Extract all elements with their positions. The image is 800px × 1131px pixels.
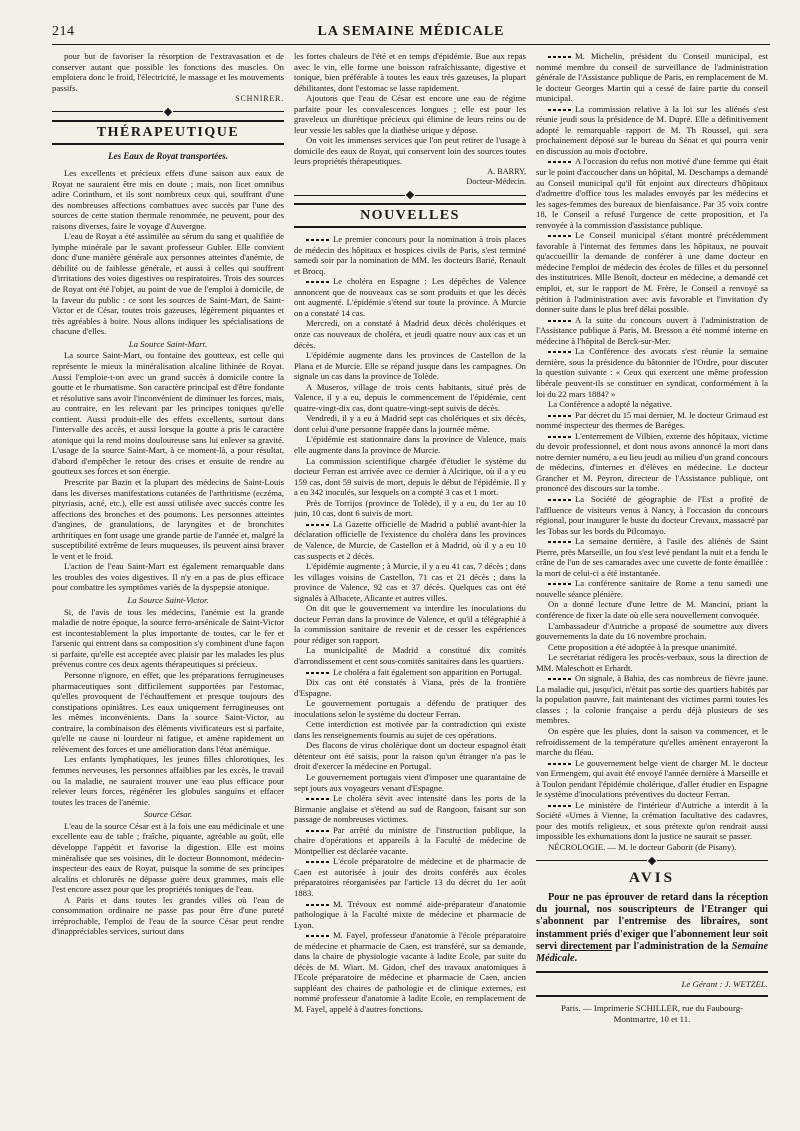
article-paragraph: L'action de l'eau Saint-Mart est également remarquable dans les troubles des voies digestives. Il n'y en a pas de plus efficace pour combattre les symptômes variés de la dyspepsie atonique.: [52, 561, 284, 593]
necrology-text: — M. le docteur Gaborit (de Pisany).: [607, 842, 737, 853]
section-title-therapeutique: THÉRAPEUTIQUE: [52, 120, 284, 145]
tilde-line-icon: [306, 830, 330, 832]
news-item: La Gazette officielle de Madrid a publié avant-hier la déclaration officielle de l'existence du choléra dans les provinces de Valence, de Murcie, de Castellon et à Madrid, où il y a eu 10 cas suspects et 2 décès.: [294, 518, 526, 561]
news-item: L'épidémie est stationnaire dans la province de Valence, mais elle augmente dans la province de Murcie.: [294, 434, 526, 456]
printer-line-1: Paris. — Imprimerie SCHILLER, rue du Faubourg-: [560, 1002, 744, 1013]
news-item: La conférence sanitaire de Rome a tenu samedi une nouvelle séance plénière.: [536, 578, 768, 599]
news-item: M. Fayel, professeur d'anatomie à l'école préparatoire de médecine et pharmacie de Caen, est transféré, sur sa demande, dans la chaire de physiologie vacante à ladite Ecole, par suite du décès de M. Wiart. M. Gidon, chef des travaux anatomiques à l'Ecole préparatoire de médecine et pharmacie de Caen, ancien suppléant des chaires de pathologie et de clinique externes, est nommé professeur d'anatomie à ladite Ecole, en remplacement de M. Fayel, appelé à d'autres fonctions.: [294, 930, 526, 1015]
news-item: M. Trévoux est nommé aide-préparateur d'anatomie pathologique à la Faculté mixte de médecine et pharmacie de Lyon.: [294, 898, 526, 930]
column-2: [294, 51, 526, 1131]
tilde-line-icon: [548, 320, 572, 322]
subheading-saint-mart: La Source Saint-Mart.: [128, 338, 208, 349]
journal-title: LA SEMAINE MÉDICALE: [317, 24, 505, 39]
news-item: Le ministère de l'intérieur d'Autriche a interdit à la Société «Urnes à Vienne, la crémation facultative des cadavres, pour des motifs religieux, et sous prétexte qu'on rendrait aussi impossible les exhumations dont la justice ne saurait se passer.: [536, 799, 768, 842]
tilde-line-icon: [548, 109, 572, 111]
news-item: Mercredi, on a constaté à Madrid deux décès cholériques et onze cas nouveaux de choléra, et jeudi quatre nouv aux cas et un décès.: [294, 318, 526, 350]
article-paragraph: Personne n'ignore, en effet, que les préparations ferrugineuses pharmaceutiques sont difficilement supportées par l'estomac, qu'elles provoquent de l'échauffement et presque toujours des constipations opiniâtres. Les eaux uniquement ferrugineuses ont les mêmes inconvénients. Dans la source Saint-Victor, au contraire, la combinaison des éléments vivificateurs est si parfaite, qu'elle ne cause ni lourdeur ni fatigue, et amène rapidement un relèvement des forces et une amélioration dans l'état anémique.: [52, 670, 284, 754]
intro-paragraph: pour but de favoriser la résorption de l'extravasation et de conserver autant que possible les fonctions des muscles. On emploiera donc le froid, l'électricité, le massage et les mouvements passifs.: [52, 51, 284, 93]
news-item: Par arrêté du ministre de l'instruction publique, la chaire d'opérations et appareils à la Faculté de médecine de Montpellier est déclarée vacante.: [294, 824, 526, 856]
tilde-line-icon: [548, 541, 572, 543]
tilde-line-icon: [306, 904, 330, 906]
column-3: [536, 51, 768, 1131]
gerant-line: Le Gérant : J. WETZEL.: [681, 978, 768, 989]
section-title-nouvelles: NOUVELLES: [294, 203, 526, 228]
news-item: A Museros, village de trois cents habitants, situé près de Valence, il y a eu, depuis le commencement de l'épidémie, cent quatre-vingt-dix cas, dont quatre-vingt-sept suivis de décès.: [294, 381, 526, 413]
news-item: La commission scientifique chargée d'étudier le système du docteur Ferran est arrivée avec ce dernier à Alcirique, où il a y eu 159 cas, dont 59 suivis de mort, depuis le début de l'épidémie. Il y a eu 342 inoculés, sur lesquels on a compté 3 cas et 1 mort.: [294, 455, 526, 498]
tilde-line-icon: [548, 415, 572, 417]
divider-rule: [536, 971, 768, 973]
news-item: L'école préparatoire de médecine et de pharmacie de Caen est autorisée à jouir des droits conférés aux écoles préparatoires réorganisées par l'article 13 du décret du 1er août 1883.: [294, 856, 526, 898]
news-item: On dit que le gouvernement va interdire les inoculations du docteur Ferran dans la province de Valence, et qu'il a télégraphié à la commission sanitaire de revenir et de cesser les expériences pour rédiger son rapport.: [294, 603, 526, 645]
tilde-line-icon: [306, 861, 330, 863]
author-title: Docteur-Médecin.: [466, 177, 526, 187]
divider-rule: [536, 995, 768, 997]
subheading-saint-victor: La Source Saint-Victor.: [127, 595, 209, 606]
news-item: L'ambassadeur d'Autriche a proposé de soumettre aux divers gouvernements la date du 16 novembre prochain.: [536, 620, 768, 642]
news-item: La Société de géographie de l'Est a profité de l'affluence de visiteurs venus à Nancy, à l'occasion du concours régional, pour inaugurer le buste du docteur Crevaux, massacré par les Tobas sur les bords du Pilcomayo.: [536, 493, 768, 536]
article-paragraph: Les enfants lymphatiques, les jeunes filles chlorotiques, les femmes nerveuses, les personnes affaiblies par les excès, le travail ou la maladie, ne sauraient trouver une eau plus efficace pour relever leurs forces, régénérer les globules sanguins et effacer toutes les traces de l'anémie.: [52, 754, 284, 807]
article-paragraph: A Paris et dans toutes les grandes villes où l'eau de consommation ordinaire ne passe pas pour être d'une pureté irréprochable, l'emploi de l'eau de la source César peut rendre d'inappréciables services, surtout dans: [52, 894, 284, 937]
tilde-line-icon: [548, 56, 572, 58]
news-item: A l'occasion du refus non motivé d'une femme qui était sur le point d'accoucher dans un hôpital, M. Deschamps a demandé au Conseil municipal qu'il fût enjoint aux directeurs d'hôpitaux d'admettre d'office tous les malades envoyés par les médecins et les sages-femmes des bureaux de bienfaisance. Par 35 voix contre 18, le Conseil a refusé l'urgence de cette proposition, et l'a renvoyée à la commission d'assistance publique.: [536, 156, 768, 230]
news-item: L'épidémie augmente ; à Murcie, il y a eu 41 cas, 7 décès ; dans les villages voisins de Castellon, 71 cas et 21 décès ; dans la province de Valence, 92 cas et 37 décès. Quelques cas ont été signalés à Albacete, Alicante et autres villes.: [294, 561, 526, 603]
tilde-line-icon: [548, 805, 572, 807]
avis-title: AVIS: [629, 869, 675, 886]
article-title: Les Eaux de Royat transportées.: [108, 151, 228, 162]
news-item: La semaine dernière, à l'asile des aliénés de Saint Pierre, près Marseille, un fou s'est levé pendant la nuit et a fendu le crâne de l'un de ses camarades avec une cuvette de fonte émaillée : la mort de celui-ci a été instantanée.: [536, 536, 768, 578]
news-item: M. Michelin, président du Conseil municipal, est nommé membre du conseil de surveillance de l'administration générale de l'Assistance publique de Paris, en remplacement de M. le docteur Georges Martin qui a cessé de faire partie du conseil municipal.: [536, 51, 768, 104]
news-item: On espère que les pluies, dont la saison va commencer, et le refroidissement de la température qu'elles amènent enrayeront la marche du fléau.: [536, 726, 768, 758]
avis-text: Pour ne pas éprouver de retard dans la réception du journal, nos souscripteurs de l'Etranger qui s'abonnent par l'entremise des libraires, sont instamment priés d'exiger que l'abonnement leur soit servi directement par l'administration de la Semaine Médicale.: [536, 891, 768, 965]
news-item: Le choléra sévit avec intensité dans les ports de la Birmanie anglaise et s'étend au sud de Rangoon, faisant sur son passage de nombreuses victimes.: [294, 793, 526, 825]
article-paragraph: Si, de l'avis de tous les médecins, l'anémie est la grande maladie de notre époque, la source ferro-arsénicale de Saint-Victor est incontestablement la plus importante de toutes, car le fer et l'arsenic qui entrent dans sa composition s'y combinent d'une façon si parfaite, qu'elle est acceptée avec plaisir par les malades les plus prévenus contre ces deux agents thérapeutiques si précieux.: [52, 606, 284, 670]
article-paragraph: Les excellents et précieux effets d'une saison aux eaux de Royat ne sauraient être mis en doute ; mais, non licet omnibus adire Corinthum, et ils sont nombreux ceux qui, souffrant d'une des nombreuses affections combattues avec succès par l'une des sources de cette station thermale renommée, ne peuvent, pour des raisons diverses, faire le voyage d'Auvergne.: [52, 167, 284, 231]
tilde-line-icon: [306, 672, 330, 674]
necrology: [536, 842, 768, 853]
news-item: Le gouvernement portugais a défendu de pratiquer des inoculations selon le système du docteur Ferran.: [294, 698, 526, 719]
intro-signature: SCHNIRER.: [235, 94, 284, 104]
page-header: [52, 24, 770, 45]
tilde-line-icon: [548, 235, 572, 237]
news-item: Le premier concours pour la nomination à trois places de médecin des hôpitaux et hospices civils de Paris, s'est terminé samedi soir par la nomination de MM. les docteurs Barié, Renault et Brocq.: [294, 234, 526, 276]
news-item: La municipalité de Madrid a constitué dix comités d'arrondissement et cent sous-comités sanitaires dans les quartiers.: [294, 645, 526, 666]
article-paragraph: L'eau de Royat a été assimilée au sérum du sang et qualifiée de lymphe minérale par le savant professeur Gubler. Elle convient donc d'une manière générale aux personnes atteintes d'anémie, de débilité ou de faiblesse générale, et aussi à celles qui souffrent d'irritations des voies digestives ou respiratoires. Trois des sources de Royat ont été l'objet, au point de vue de l'emploi à domicile, de la faveur du public : ce sont les sources de Saint-Mart, de Saint-Victor et de César, toutes trois gazeuses, légèrement piquantes et très agréables à boire. Nous allons indiquer les spécialisations de chacune d'elles.: [52, 231, 284, 337]
article-paragraph: les fortes chaleurs de l'été et en temps d'épidémie. Bue aux repas avec le vin, elle forme une boisson rafraîchissante, digestive et tonique, bien préférable à toutes les eaux très gazeuses, la plupart débilitantes, dont l'estomac se lasse rapidement.: [294, 51, 526, 93]
subheading-cesar: Source César.: [143, 809, 193, 820]
author-signature: A. BARRY,: [487, 167, 526, 177]
news-item: Cette proposition a été adoptée à la presque unanimité.: [548, 641, 737, 652]
news-item: Le gouvernement portugais vient d'imposer une quarantaine de sept jours aux voyageurs venant d'Espagne.: [294, 771, 526, 793]
article-paragraph: La source Saint-Mart, ou fontaine des goutteux, est celle qui représente le mieux la minéralisation alcaline lithinée de Royat. Aussi l'emploie-t-on avec un grand succès à domicile contre la goutte et le rhumatisme. Son caractère principal est d'être fondante et résolutive sans avoir l'inconvénient de diminuer les forces, mais, au contraire, en les relevant par les principes toniques qu'elle contient. Aussi produit-elle des effets excellents, surtout dans l'intervalle des accès, et aussi lorsque la goutte a pris le caractère atonique qui la rend moins douloureuse sans lui enlever sa gravité. L'usage de la source Saint-Mart, à ce moment-là, a pour résultat, d'abord d'empêcher le retour des crises et ensuite de rendre au goutteux ses forces et son énergie.: [52, 350, 284, 477]
tilde-line-icon: [548, 436, 572, 438]
news-item: On a donné lecture d'une lettre de M. Mancini, priant la conférence de fixer la date où elle sera nouvellement convoquée.: [536, 599, 768, 620]
ornament-divider: [294, 192, 526, 198]
news-item: Des flacons de virus cholérique dont un docteur espagnol était détenteur ont été saisis, pour la raison qu'un étranger n'a pas le droit d'exercer la médecine en Portugal.: [294, 740, 526, 772]
news-item: Le choléra en Espagne : Les dépêches de Valence annoncent que de nouveaux cas se sont produits et que les décès ont augmenté. L'épidémie s'étend sur toute la province. A Murcie on a constaté 14 cas.: [294, 276, 526, 318]
ornament-divider: [52, 109, 284, 115]
avis-emphasis: directement: [560, 940, 613, 952]
column-1: [52, 51, 284, 1131]
news-item: On signale, à Bahia, des cas nombreux de fièvre jaune. La maladie qui, jusqu'ici, n'était pas sortie des quartiers habités par la population pauvre, fait maintenant des victimes parmi toutes les classes ; la colonie française a perdu déjà plusieurs de ses membres.: [536, 673, 768, 726]
tilde-line-icon: [306, 239, 330, 241]
tilde-line-icon: [306, 935, 330, 937]
article-paragraph: Ajoutons que l'eau de César est encore une eau de régime parfaite pour les convalescences longues ; elle est pour les graveleux un diurétique précieux qui élimine de leurs reins ou de leur vessie les sables que la diathèse urique y dépose.: [294, 93, 526, 135]
page-number: 214: [52, 24, 75, 39]
news-item: Le gouvernement belge vient de charger M. le docteur van Ermengem, qui avait été envoyé l'année dernière à Marseille et à Toulon pendant l'épidémie cholérique, d'aller étudier en Espagne le système d'inoculations préventives du docteur Ferran.: [536, 757, 768, 800]
necrology-label: NÉCROLOGIE.: [548, 842, 606, 853]
news-item: Le choléra a fait également son apparition en Portugal.: [294, 667, 526, 678]
news-item: La Conférence a adopté la négative.: [548, 399, 673, 410]
news-item: Vendredi, il y a eu à Madrid sept cas cholériques et six décès, dont celui d'une personne frappée dans la journée même.: [294, 413, 526, 434]
news-item: Le secrétariat rédigera les procès-verbaux, sous la direction de MM. Maleschott et Erhardt.: [536, 652, 768, 673]
tilde-line-icon: [548, 499, 572, 501]
tilde-line-icon: [548, 583, 572, 585]
tilde-line-icon: [548, 763, 572, 765]
news-item: Le Conseil municipal s'étant montré précédemment favorable à l'internat des femmes dans les hôpitaux, ne pouvait qu'accueillir la demande de conférer à une dame docteur en médecine l'emploi de médecin des écoles de filles et du personnel des institutrices. Mlle Benoît, docteur en médecine, a demandé cet emploi, et, sur le rapport de M. Frère, le Conseil a renvoyé sa pétition à l'administration avec avis favorable et l'invitation d'y donner suite dans le plus bref délai possible.: [536, 230, 768, 315]
tilde-line-icon: [306, 281, 330, 283]
article-paragraph: L'eau de la source César est à la fois une eau médicinale et une excellente eau de table ; fraîche, piquante, agréable au goût, elle développe l'appétit et favorise la digestion. Elle est moins minéralisée que ses voisines, dit le docteur Bonnomont, médecin-inspecteur des eaux de Royat, puisque la somme de ses principes alcalins et chlorurés ne dépasse guère deux grammes, mais elle l'est encore assez pour que les propriétés toniques de l'eau.: [52, 820, 284, 895]
article-paragraph: On voit les immenses services que l'on peut retirer de l'usage à domicile des eaux de Royat, qui conservent loin des sources toutes leurs propriétés thérapeutiques.: [294, 135, 526, 167]
news-item: L'enterrement de Vilbien, externe des hôpitaux, victime du devoir professionnel, et dont nous avons annoncé la mort dans notre dernier numéro, a eu lieu jeudi au milieu d'un grand concours de médecins, d'internes et d'élèves en médecine. Le docteur Grancher et M. Peyron, directeur de l'Assistance publique, ont prononcé des discours sur la tombe.: [536, 430, 768, 494]
tilde-line-icon: [306, 524, 330, 526]
tilde-line-icon: [548, 678, 572, 680]
printer-line-2: Montmartre, 10 et 11.: [613, 1013, 691, 1024]
news-item: A la suite du concours ouvert à l'administration de l'Assistance publique à Paris, M. Bresson a été nommé interne en médecine à l'hôpital de Berck-sur-Mer.: [536, 314, 768, 346]
columns: [52, 51, 770, 1131]
tilde-line-icon: [548, 351, 572, 353]
ornament-divider: [536, 858, 768, 864]
news-item: L'épidémie augmente dans les provinces de Castellon de la Plana et de Murcie. Elle se répand jusque dans les campagnes. On signale un cas dans la province de Tolède.: [294, 350, 526, 382]
news-item: Par décret du 15 mai dernier, M. le docteur Grimaud est nommé inspecteur des thermes de Barèges.: [536, 409, 768, 431]
avis-journal-name: Semaine Médicale: [536, 940, 768, 965]
news-item: La Conférence des avocats s'est réunie la semaine dernière, sous la présidence du bâtonnier de l'Ordre, pour discuter la question suivante : « Ceux qui exercent une même profession libérale peuvent-ils se constituer en syndicat, conformément à la loi du 22 mars 1884? »: [536, 346, 768, 399]
news-item: La commission relative à la loi sur les aliénés s'est réunie jeudi sous la présidence de M. Dupré. Elle a définitivement adopté le remarquable rapport de M. Th Roussel, qui sera prochainement déposé sur le bureau du Sénat et qui pourra venir en discussion au mois d'octobre.: [536, 103, 768, 156]
news-item: Cette interdiction est motivée par la contradiction qui existe dans les renseignements fournis au sujet de ces opérations.: [294, 719, 526, 740]
article-paragraph: Prescrite par Bazin et la plupart des médecins de Saint-Louis dans les diverses manifestations cutanées de l'arthritisme (eczéma, pityriasis, acné, etc.), elle est aussi utilisée avec succès contre les affections des bronches et des poumons. Les personnes atteintes d'angines, de granulations, de laryngites et de bronchites arthritiques en font usage une grande partie de l'année et, malgré la susceptibilité extrême de leurs muqueuses, ils peuvent ainsi braver le vent et le froid.: [52, 477, 284, 561]
news-item: Dix cas ont été constatés à Viana, près de la frontière d'Espagne.: [294, 677, 526, 698]
tilde-line-icon: [306, 798, 330, 800]
tilde-line-icon: [548, 161, 572, 163]
news-item: Près de Torrijos (province de Tolède), il y a eu, du 1er au 10 juin, 10 cas, dont 6 suivis de mort.: [294, 497, 526, 519]
